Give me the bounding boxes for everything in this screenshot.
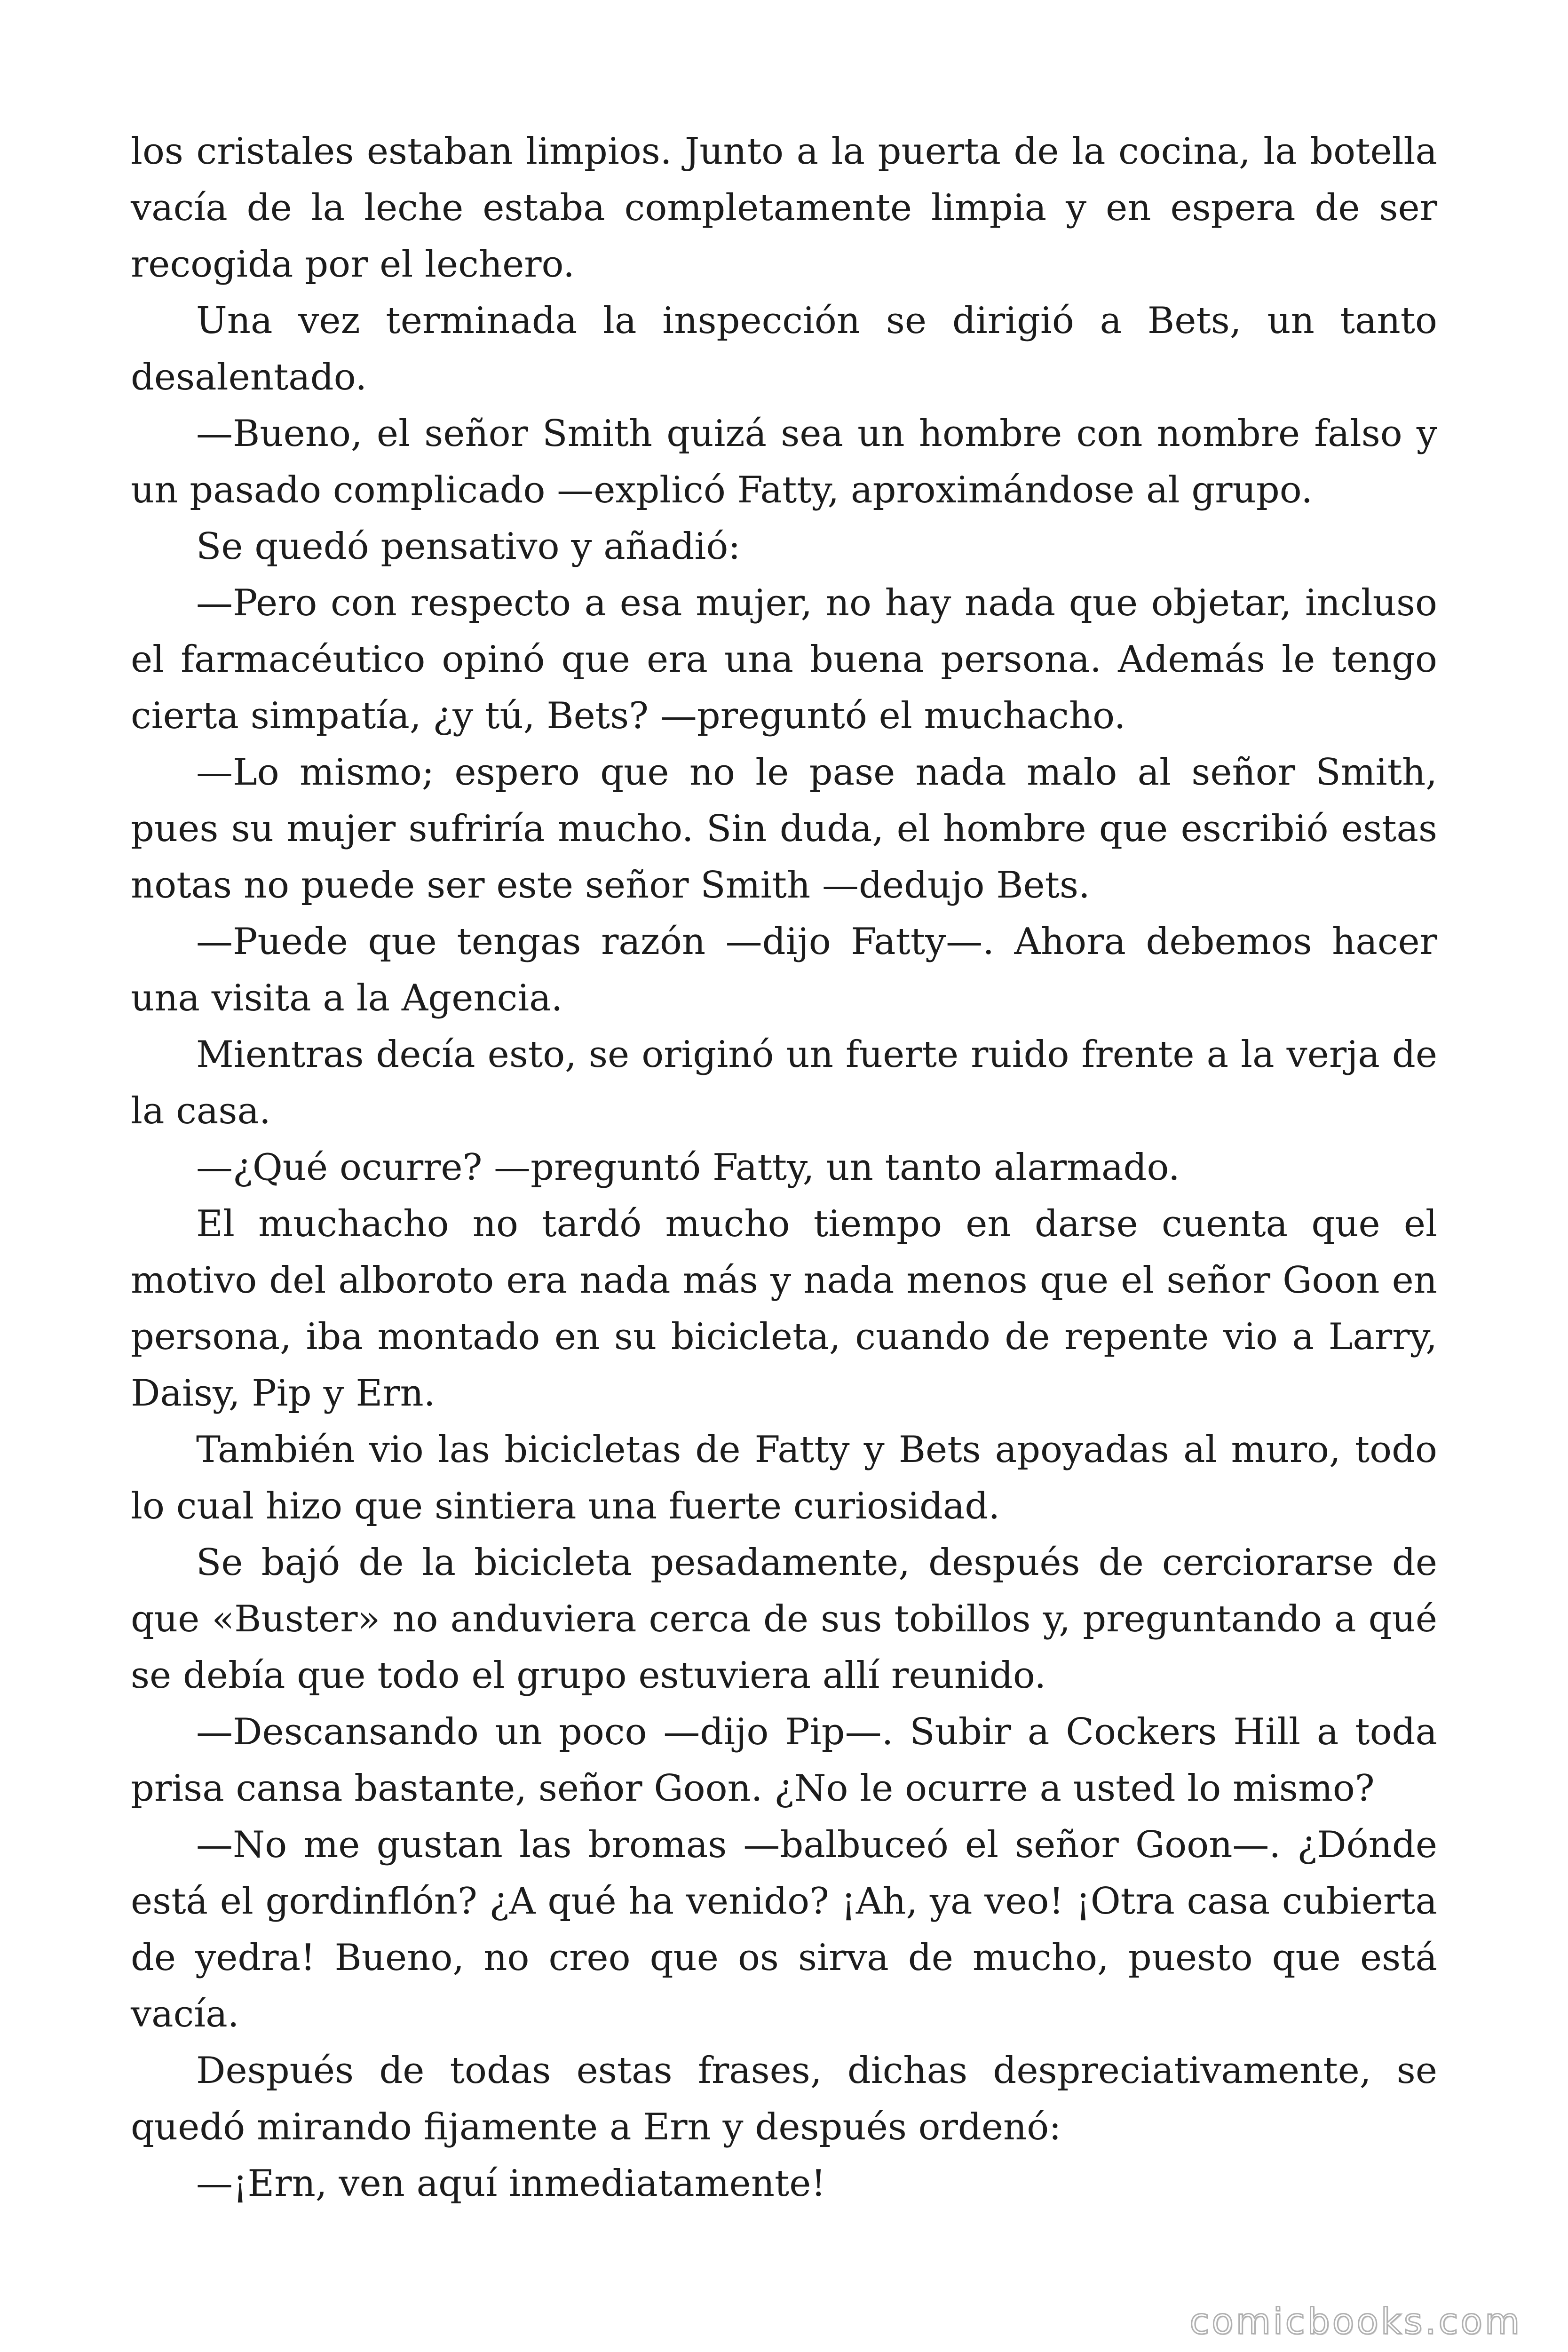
page-text	[131, 123, 1437, 2212]
paragraph-4: Se quedó pensativo y añadió:	[196, 525, 741, 568]
paragraph-9: —¿Qué ocurre? —preguntó Fatty, un tanto alarmado.	[196, 1146, 1180, 1189]
paragraph-13: —Descansando un poco —dijo Pip—. Subir a Cockers Hill a toda prisa cansa bastante, señor Goon. ¿No le ocurre a usted lo mismo?	[131, 1711, 1437, 1810]
paragraph-8: Mientras decía esto, se originó un fuerte ruido frente a la verja de la casa.	[131, 1033, 1437, 1132]
paragraph-7: —Puede que tengas razón —dijo Fatty—. Ahora debemos hacer una visita a la Agencia.	[131, 921, 1437, 1019]
paragraph-16: —¡Ern, ven aquí inmediatamente!	[196, 2162, 826, 2205]
paragraph-3: —Bueno, el señor Smith quizá sea un hombre con nombre falso y un pasado complicado —explicó Fatty, aproximándose al grupo.	[131, 413, 1437, 511]
paragraph-11: También vio las bicicletas de Fatty y Bets apoyadas al muro, todo lo cual hizo que sintiera una fuerte curiosidad.	[131, 1429, 1437, 1527]
paragraph-2: Una vez terminada la inspección se dirigió a Bets, un tanto desalentado.	[131, 300, 1437, 398]
paragraph-1: los cristales estaban limpios. Junto a la puerta de la cocina, la botella vacía de la leche estaba completamente limpia y en espera de ser recogida por el lechero.	[131, 130, 1437, 286]
watermark: comicbooks.com	[1189, 2300, 1522, 2342]
paragraph-6: —Lo mismo; espero que no le pase nada malo al señor Smith, pues su mujer sufriría mucho. Sin duda, el hombre que escribió estas notas no puede ser este señor Smith —dedujo Bets.	[131, 751, 1437, 906]
paragraph-5: —Pero con respecto a esa mujer, no hay nada que objetar, incluso el farmacéutico opinó que era una buena persona. Además le tengo cierta simpatía, ¿y tú, Bets? —preguntó el muchacho.	[131, 582, 1437, 737]
paragraph-15: Después de todas estas frases, dichas despreciativamente, se quedó mirando fijamente a Ern y después ordenó:	[131, 2050, 1437, 2148]
paragraph-10: El muchacho no tardó mucho tiempo en darse cuenta que el motivo del alboroto era nada más y nada menos que el señor Goon en persona, iba montado en su bicicleta, cuando de repente vio a Larry, Daisy, Pip y Ern.	[131, 1203, 1437, 1414]
paragraph-12: Se bajó de la bicicleta pesadamente, después de cerciorarse de que «Buster» no anduviera cerca de sus tobillos y, preguntando a qué se debía que todo el grupo estuviera allí reunido.	[131, 1542, 1437, 1697]
paragraph-14: —No me gustan las bromas —balbuceó el señor Goon—. ¿Dónde está el gordinflón? ¿A qué ha venido? ¡Ah, ya veo! ¡Otra casa cubierta de yedra! Bueno, no creo que os sirva de mucho, puesto que está vacía.	[131, 1824, 1437, 2035]
